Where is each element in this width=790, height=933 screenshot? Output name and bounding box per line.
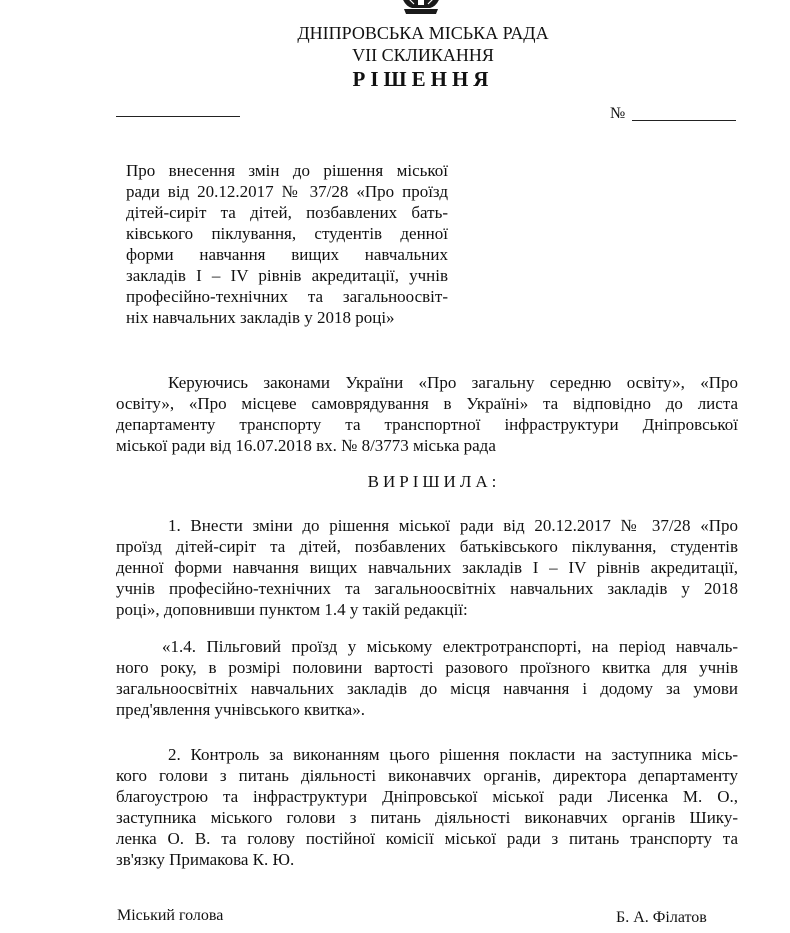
subject-line: ніх навчальних закладів у 2018 році» <box>126 308 395 327</box>
item-1-line: проїзд дітей-сиріт та дітей, позбавлених батьківського піклування, студентів <box>116 537 738 556</box>
subject-line: професійно-технічних та загальноосвіт- <box>126 287 448 306</box>
coat-of-arms-emblem <box>398 0 444 16</box>
item-2-line: 2. Контроль за виконанням цього рішення покласти на заступника місь- <box>168 745 738 764</box>
item-1-4-line: пред'явлення учнівського квитка». <box>116 700 365 719</box>
subject-line: ради від 20.12.2017 № 37/28 «Про проїзд <box>126 182 448 201</box>
preamble-line: департаменту транспорту та транспортної інфраструктури Дніпровської <box>116 415 738 434</box>
item-2-line: кого голови з питань діяльності виконавчих органів, директора департаменту <box>116 766 738 785</box>
date-blank-line <box>116 102 240 117</box>
item-2-line: заступника міського голови з питань діяльності виконавчих органів Шику- <box>116 808 738 827</box>
item-1-line: денної форми навчання вищих навчальних закладів І – IV рівнів акредитації, <box>116 558 738 577</box>
item-1-line: 1. Внести зміни до рішення міської ради від 20.12.2017 № 37/28 «Про <box>168 516 738 535</box>
item-1-paragraph <box>116 515 738 620</box>
preamble-paragraph <box>116 372 738 456</box>
item-1-line: році», доповнивши пунктом 1.4 у такій редакції: <box>116 600 468 619</box>
resolved-heading: ВИРІШИЛА: <box>367 472 501 491</box>
item-1-4-line: «1.4. Пільговий проїзд у міському електротранспорті, на період навчаль- <box>162 637 738 656</box>
council-name: ДНІПРОВСЬКА МІСЬКА РАДА <box>297 23 549 43</box>
item-1-line: учнів професійно-технічних та загальноосвітніх навчальних закладів у 2018 <box>116 579 738 598</box>
decision-subject <box>126 160 448 328</box>
preamble-line: Керуючись законами України «Про загальну середню освіту», «Про <box>168 373 738 392</box>
item-2-paragraph <box>116 744 738 870</box>
signatory-name: Б. А. Філатов <box>616 909 707 926</box>
item-2-line: зв'язку Примакова К. Ю. <box>116 850 295 869</box>
item-1-4-paragraph <box>116 636 738 720</box>
subject-line: Про внесення змін до рішення міської <box>126 161 448 180</box>
convocation: VII СКЛИКАННЯ <box>352 45 494 65</box>
subject-line: закладів І – IV рівнів акредитації, учнів <box>126 266 448 285</box>
decision-title: РІШЕННЯ <box>352 67 494 91</box>
subject-line: ківського піклування, студентів денної <box>126 224 448 243</box>
item-1-4-line: загальноосвітніх навчальних закладів до місця навчання і додому за умови <box>116 679 738 698</box>
item-2-line: ленка О. В. та голову постійної комісії міської ради з питань транспорту та <box>116 829 738 848</box>
subject-line: дітей-сиріт та дітей, позбавлених бать- <box>126 203 448 222</box>
subject-line: форми навчання вищих навчальних <box>126 245 448 264</box>
preamble-line: освіту», «Про місцеве самоврядування в Україні» та відповідно до листа <box>116 394 738 413</box>
preamble-line: міської ради від 16.07.2018 вх. № 8/3773 міська рада <box>116 436 496 455</box>
number-label: № <box>610 105 626 122</box>
signatory-role: Міський голова <box>117 907 224 924</box>
item-2-line: благоустрою та інфраструктури Дніпровської міської ради Лисенка М. О., <box>116 787 738 806</box>
item-1-4-line: ного року, в розмірі половини вартості разового проїзного квитка для учнів <box>116 658 738 677</box>
number-blank-line <box>632 102 736 121</box>
